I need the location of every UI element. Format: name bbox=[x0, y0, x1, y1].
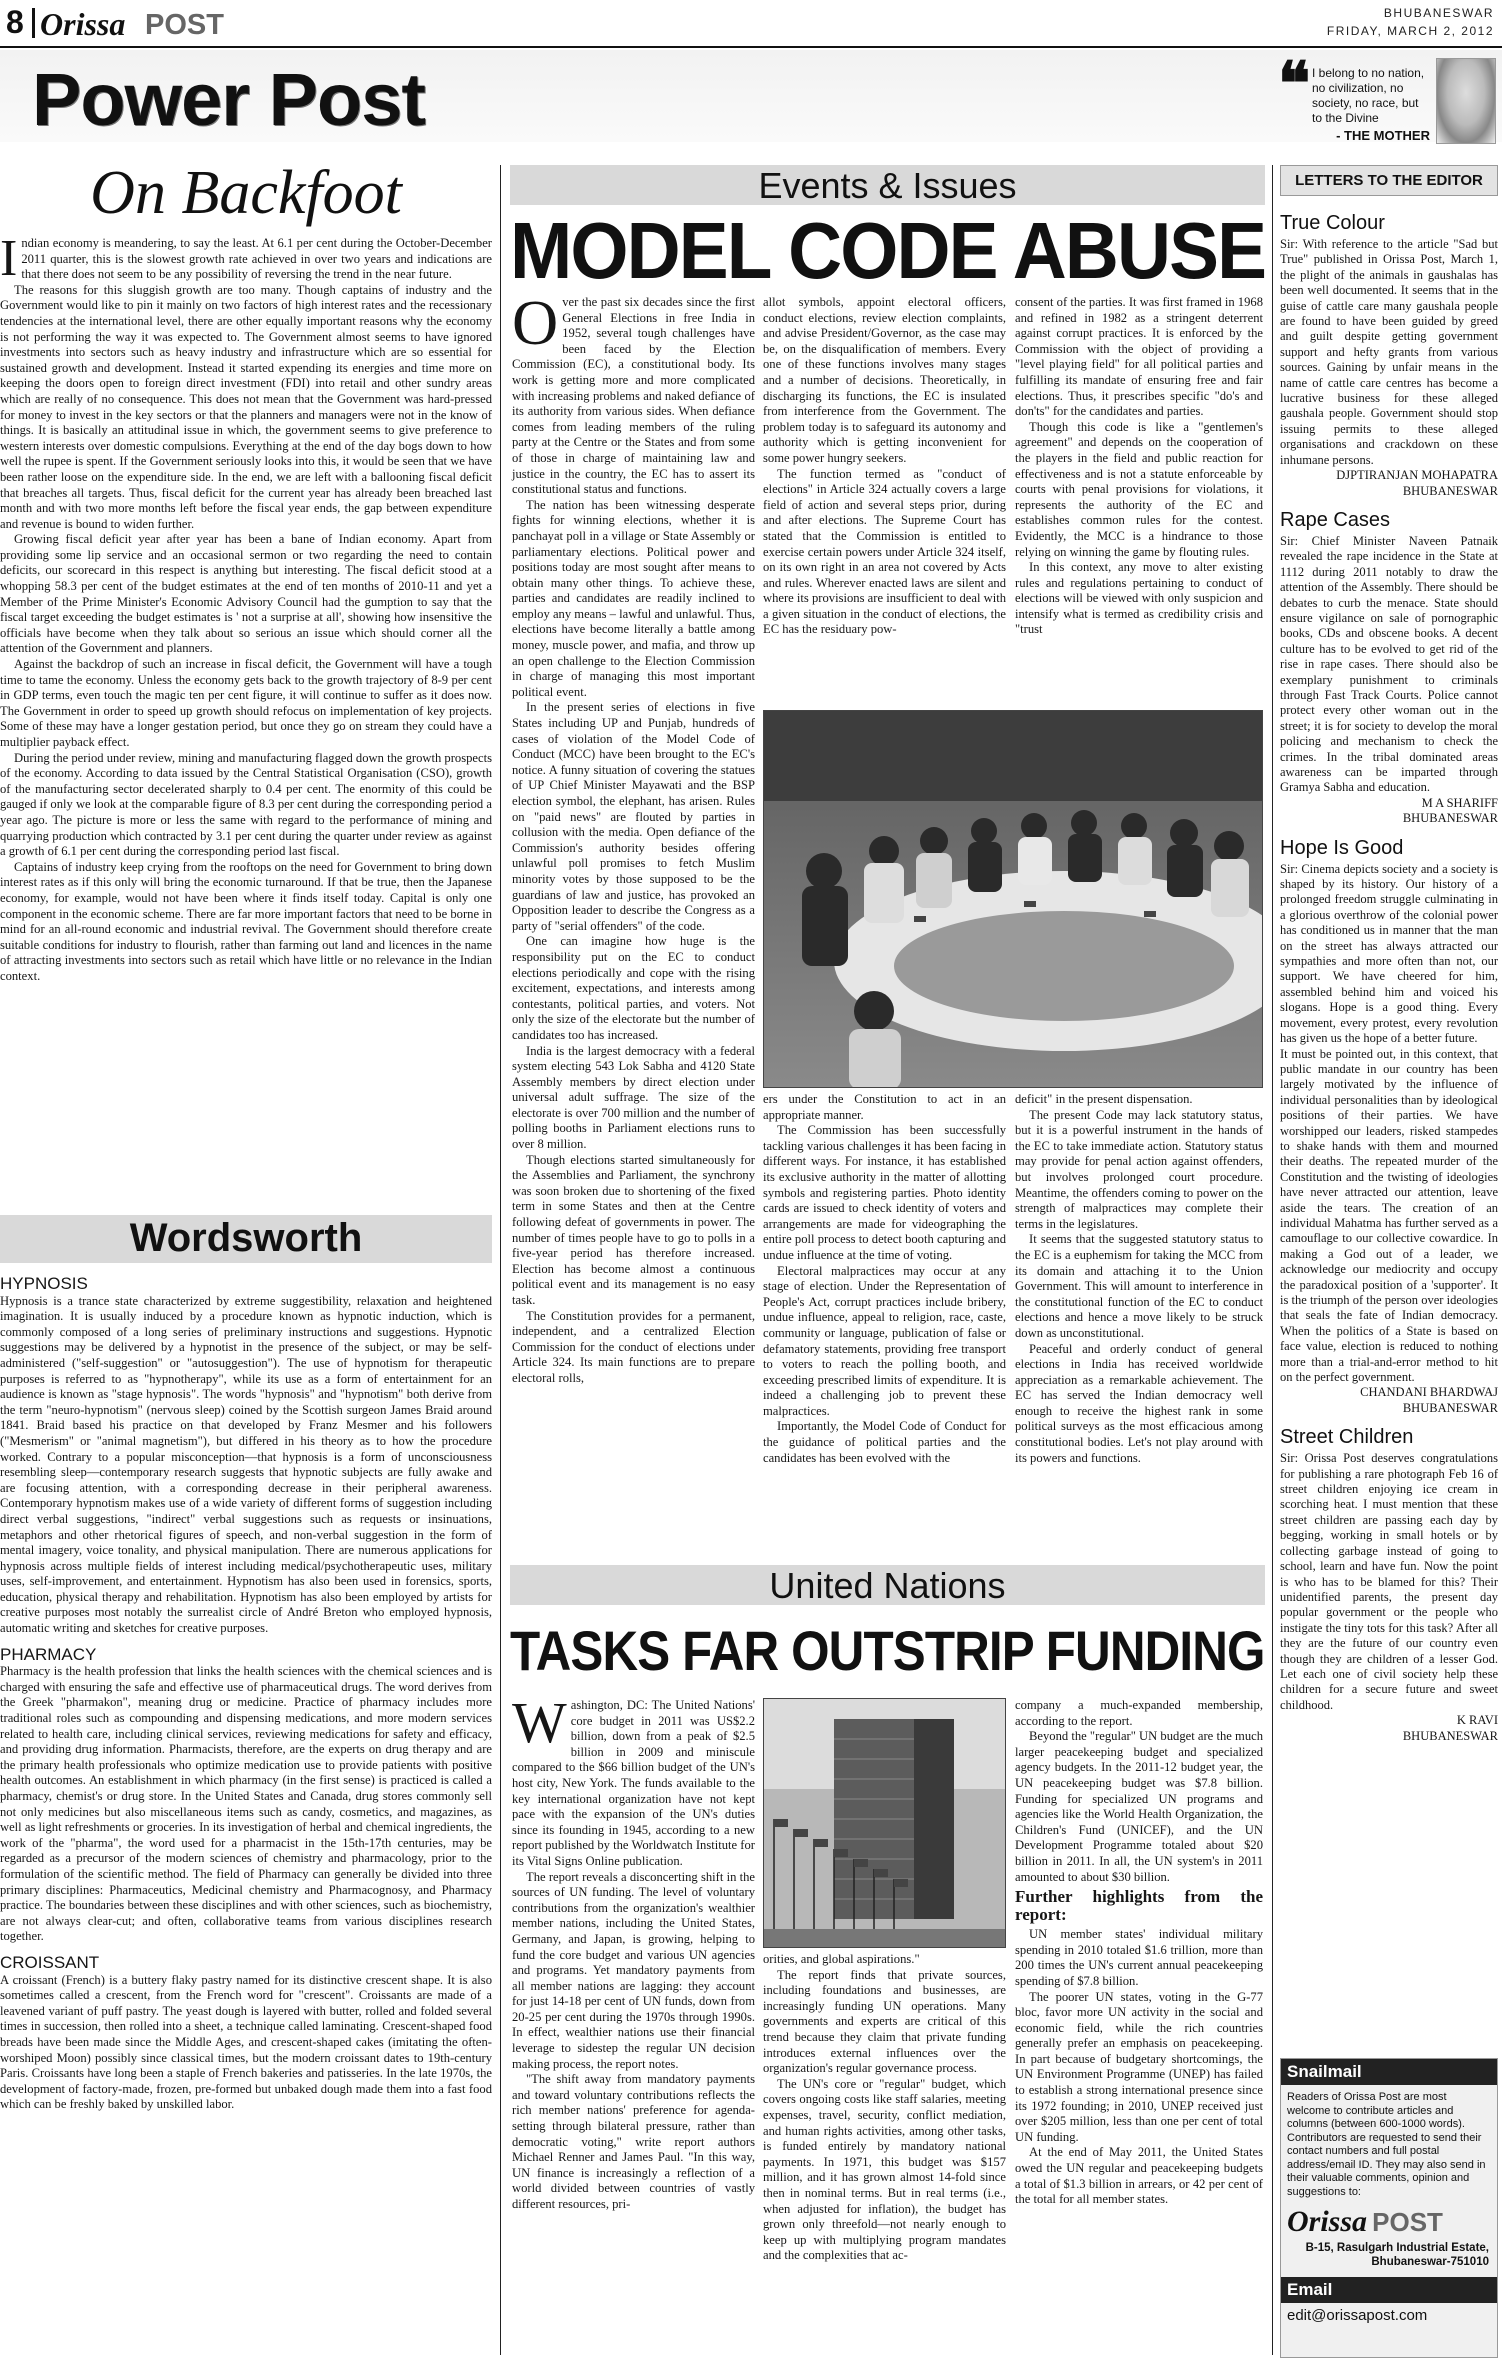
paragraph: Growing fiscal deficit year after year has been a bane of Indian economy. Apart from providing some lip service and an occasional sermon or two regarding the need to contain deficits, our scorecard in this respect is anything but interesting. The fiscal deficit stood at a whopping 58.3 per cent of the budget estimates at the end of ten months of 2010-11 and yet a Member of the Prime Minister's Economic Advisory Council had the gumption to say that the fiscal target exceeding the budget estimates is ' not a surprise at all', showing how insensitive the officials have become when they talk about so serious an issue which should corner all the attention of the Government and planners. bbox=[0, 532, 492, 656]
paragraph: UN member states' individual military spending in 2010 totaled $1.6 trillion, more than 200 times the UN's current annual peacekeeping spending of $7.8 billion. bbox=[1015, 1927, 1263, 1988]
section-head: CROISSANT bbox=[0, 1952, 100, 1972]
quote-icon: ❝ bbox=[1278, 51, 1311, 117]
letter-head: Street Children bbox=[1280, 1426, 1414, 1449]
article-column bbox=[1015, 1698, 1263, 2208]
letter-city: BHUBANESWAR bbox=[1402, 483, 1498, 498]
paragraph: Captains of industry keep crying from the rooftops on the need for Government to bring down interest rates as if this only will bring the economic turnaround. If that be true, then the Japanese economy, for example, would not have been where it finds itself today. Capital is only one component in the economic scheme. There are far more important factors that need to be borne in mind for an all-round economic and industrial revival. The Government should therefore create suitable conditions for industry to flourish, rather than farming out land and licences in the name of attracting investments into sectors such as retail which have little or no relevance in the Indian context. bbox=[0, 859, 492, 983]
paragraph: Against the backdrop of such an increase in fiscal deficit, the Government will have a tough time to tame the economy. Unless the economy gets back to the growth trajectory of 8-9 per cent in GDP terms, even touch the magic ten per cent figure, it will continue to suffer as it does now. The Government in order to speed up growth should refocus on implementation of key projects. Some of these may have a longer gestation period, but once they go on stream they could have a multiplier payback effect. bbox=[0, 657, 492, 749]
paragraph: ndian economy is meandering, to say the least. At 6.1 per cent during the October-December 2011 quarter, this is the slowest growth rate achieved in over two years and indications are that there does not seem to be any possibility of reversing the trend in the near future. bbox=[21, 236, 492, 282]
letter-text: Sir: Chief Minister Naveen Patnaik revealed the rape incidence in the State at 1112 during 2011 notably to draw the attention of the Assembly. There should be debates to curb the menace. State should ensure vigilance on sale of pornographic books, CDs and obscene books. A decent culture has to be evolved to get rid of the rise in rape cases. There should also be exemplary punishment to criminals through Fast Track Courts. Police cannot protect every other woman out in the street; it is for society to develop the moral policing and mechanism to check the crimes. In the tribal dominated areas awareness can be imparted through Gramya Sabha and education. bbox=[1280, 533, 1498, 795]
editorial bbox=[0, 158, 492, 985]
letter-text: Sir: With reference to the article "Sad but True" published in Orissa Post, March 1, the plight of the animals in gaushalas has been well documented. It seems that in the guise of cattle care many gaushala people are found to have been guided by greed and guilt despite getting government support and hefty grants from various sources. Gaining by unfair means in the name of cattle care centres has become a lucrative business for these alleged gaushala people. Government should stop issuing permits to these alleged organisations and crackdown on these inhumane persons. bbox=[1280, 237, 1498, 467]
paragraph: The Constitution provides for a permanent, independent, and a centralized Election Commission for the conduct of elections under Article 324. Its main functions are to prepare electoral rolls, bbox=[512, 1308, 755, 1385]
un-building-photo bbox=[763, 1698, 1006, 1948]
headline: MODEL CODE ABUSE bbox=[510, 206, 1266, 295]
meeting-photo-image bbox=[764, 711, 1263, 1088]
article-column bbox=[512, 1690, 755, 2213]
letter-name: K RAVI bbox=[1456, 1713, 1498, 1728]
dropcap: I bbox=[0, 230, 18, 287]
section-head: HYPNOSIS bbox=[0, 1274, 88, 1293]
letters-body bbox=[1280, 212, 1498, 1744]
letter-name: CHANDANI BHARDWAJ bbox=[1360, 1385, 1498, 1400]
snailmail-box bbox=[1280, 2058, 1498, 2358]
brand-post: POST bbox=[145, 9, 224, 41]
letters-title: LETTERS TO THE EDITOR bbox=[1280, 165, 1498, 196]
letter-name: DJPTIRANJAN MOHAPATRA bbox=[1336, 468, 1498, 483]
paragraph: Peaceful and orderly conduct of general elections in India has received worldwide appreciation as a remarkable achievement. The EC has served the Indian democracy well enough to receive the highest rank in some political surveys as the most efficacious among constitutional bodies. Let's not play around with its powers and functions. bbox=[1015, 1341, 1263, 1465]
paragraph: Electoral malpractices may occur at any stage of election. Under the Representation of People's Act, corrupt practices include bribery, undue influence, appeal to religion, race, caste, community or language, publication of false or defamatory statements, providing free transport to voters to reach the polling booth, and exceeding prescribed limits of expenditure. It is indeed a challenging job to prevent these malpractices. bbox=[763, 1263, 1006, 1418]
paragraph: Though this code is like a "gentlemen's agreement" and depends on the cooperation of the players in the field and public reaction for effectiveness and is not a statute enforceable by courts with penal provisions for violations, it represents the authority of the EC and establishes common rules for the contest. Evidently, the MCC is a hindrance to those relying on winning the game by flouting rules. bbox=[1015, 419, 1263, 559]
letter-text: Sir: Cinema depicts society and a society is shaped by its history. Our history of a prolonged freedom struggle culminating in a glorious overthrow of the colonial power has conditioned us in manner that the man on the street has always attracted our sympathies and more often than not, our support. We have cheered for him, assembled behind him and voiced his slogans. Hope is a good thing. Every movement, every protest, every revolution has given us the hope of a better future. It must be pointed out, in this context, that public mandate in our country has been largely motivated by the influence of individual personalities than by ideological positions of their parties. We have worshipped our leaders, risked stampedes to shake hands with them and mourned their deaths. The repeated murder of the Constitution and the twisting of ideologies have never attracted our attention, leave aside the tears. The creation of an individual Mahatma has further served as a camouflage to our collective cowardice. In making a God out of a leader, we acknowledge our mediocrity and occupy the paradoxical position of a 'supporter'. It is the triumph of the person over ideologies that seals the fate of Indian democracy. When the politics of a State is based on face value, election is reduced to nothing more than a trial-and-error method to hit on the perfect government. bbox=[1280, 861, 1498, 1385]
email-link[interactable]: edit@orissapost.com bbox=[1287, 2307, 1428, 2324]
letters-column bbox=[1280, 165, 1498, 1744]
letter-head: Hope Is Good bbox=[1280, 836, 1404, 859]
paragraph: At the end of May 2011, the United States owed the UN regular and peacekeeping budgets a total of $1.3 billion in arrears, or 42 per cent of the total for all member states. bbox=[1015, 2145, 1263, 2207]
article-column bbox=[512, 287, 755, 1387]
letter-city: BHUBANESWAR bbox=[1402, 1400, 1498, 1415]
editorial-body bbox=[0, 230, 492, 985]
column-rule bbox=[1272, 165, 1273, 2355]
divider bbox=[32, 8, 35, 38]
dropcap: O bbox=[512, 287, 559, 358]
letter-head: Rape Cases bbox=[1280, 508, 1391, 531]
kicker: Events & Issues bbox=[758, 165, 1017, 206]
snailmail-logo bbox=[1281, 2203, 1497, 2241]
wordsworth-body bbox=[0, 1276, 492, 2113]
paragraph: Though elections started simultaneously for the Assemblies and Parliament, the synchrony was soon broken due to shortening of the fixed term in some States and then at the Centre following defeat of governments in power. The number of times people have to go to polls in a five-year period has therefore increased. Election has become almost a continuous political event and its management is no easy task. bbox=[512, 1152, 755, 1307]
paragraph: The reasons for this sluggish growth are too many. Though captains of industry and the Government would like to pin it mainly on two factors of high interest rates and the recessionary tendencies at the international level, there are other equally important reasons why the economy is not performing the way it was expected to. The Government almost seems to have ignored investments into sectors such as heavy industry and infrastructure which are so essential for sustained growth and development. Instead it started expending its energies and time more on keeping the doors open to foreign direct investment (FDI) into retail and other sundry areas which are really of no consequence. This does not mean that the Government was hard-pressed for money to invest in the key sectors or that the planners and managers were not in the know of things. It is basically an attitudinal issue in which, the government seems to give preference to western interests over domestic compulsions. Everything at the end of the day bogs down to how well the rupee is spent. If the Government seriously looks into this, it would be seen that we have been rather loose on the expenditure side. In the end, we are left with a ballooning fiscal deficit that breaches all targets. Thus, fiscal deficit for the current year has already been breached last month and with two more months left before the fiscal year ends, the gap between expenditure and revenue is bound to widen further. bbox=[0, 282, 492, 531]
quote-box bbox=[1312, 66, 1430, 143]
paragraph: During the period under review, mining and manufacturing flagged down the growth prospects of the economy. According to data issued by the Central Statistical Organisation (CSO), growth of the manufacturing sector decelerated sharply to 0.4 per cent. The enormity of this could be gauged if only we look at the comparable figure of 8.3 per cent during the corresponding period a year ago. The picture is more or less the same with regard to the performance of mining and quarrying production which contracted by 3.1 per cent during the quarter under review as against a growth of 6.1 per cent during the corresponding period last fiscal. bbox=[0, 750, 492, 859]
quote-author: - THE MOTHER bbox=[1336, 128, 1430, 143]
letter-city: BHUBANESWAR bbox=[1402, 1728, 1498, 1743]
paragraph: allot symbols, appoint electoral officers, conduct elections, review election complaints, and advise President/Governor, as the case may be, on the disqualification of members. Every one of these functions involves many stages and a number of decisions. Theoretically, in discharging its functions, the EC is insulated from interference from the Government. The problem today is to safeguard its autonomy and authority which is getting inconvenient for some power hungry seekers. bbox=[763, 295, 1006, 465]
paragraph: The nation has been witnessing desperate fights for winning elections, whether it is panchayat poll in a village or State Assembly or parliamentary elections. Political power and positions today are most sought after means to obtain many other things. To achieve these, parties and candidates are readily inclined to employ any means – lawful and unlawful. Thus, elections have become literally a battle among money, muscle power, and mafia, and throw up an open challenge to the Election Commission in charge of managing this most important political event. bbox=[512, 497, 755, 699]
paragraph: The function termed as "conduct of elections" in Article 324 actually covers a large field of action and several steps prior, during and after elections. The Supreme Court has stated that the Commission is entitled to exercise certain powers under Article 324 itself, on its own right in an area not covered by Acts and rules. Wherever enacted laws are silent and where its provisions are insufficient to deal with a given situation in the conduct of elections, the EC has the residuary pow- bbox=[763, 466, 1006, 637]
snailmail-brand-post: POST bbox=[1372, 2207, 1443, 2237]
un-building-image bbox=[764, 1699, 1006, 1948]
paragraph: ers under the Constitution to act in an appropriate manner. bbox=[763, 1092, 1006, 1122]
article-column bbox=[1015, 295, 1263, 638]
city: BHUBANESWAR bbox=[1383, 6, 1494, 20]
subhead: Further highlights from the report: bbox=[1015, 1887, 1263, 1925]
snailmail-address bbox=[1281, 2241, 1497, 2269]
article-column bbox=[763, 295, 1006, 638]
paragraph: The present Code may lack statutory status, but it is a powerful instrument in the hands of the EC to take immediate action. Statutory status may provide for penal action against offenders, but involves prolonged court procedure. Meantime, the offenders coming to power on the strength of malpractices may complete their terms in the legislatures. bbox=[1015, 1107, 1263, 1231]
section-head: PHARMACY bbox=[0, 1644, 97, 1664]
kicker: United Nations bbox=[769, 1565, 1006, 1606]
paragraph: One can imagine how huge is the responsibility put on the EC to conduct elections periodically and cope with the rising excitement, expectations, and interests among contestants, political parties, and voters. Not only the size of the electorate but the number of candidates too has increased. bbox=[512, 934, 755, 1042]
article-column bbox=[763, 1952, 1006, 2264]
letter-name: M A SHARIFF bbox=[1421, 795, 1498, 810]
paragraph: The Commission has been successfully tackling various challenges it has been facing in different ways. For instance, it has established its exclusive authority in the matter of allotting symbols and registering parties. Photo identity cards are issued to check identity of voters and arrangements are made for videographing the entire poll process to detect booth capturing and undue influence at the time of voting. bbox=[763, 1123, 1006, 1262]
section-text: Pharmacy is the health profession that links the health sciences with the chemical sciences and is charged with ensuring the safe and effective use of pharmaceutical drugs. The word derives from the Greek "pharmakon", meaning drug or medicine. Practice of pharmacy includes more traditional roles such as compounding and dispensing medications, and more modern services related to health care, including clinical services, reviewing medications for safety and efficacy, and providing drug information. Pharmacists, therefore, are the experts on drug therapy and are the primary health professionals who optimize medication use to provide patients with positive health outcomes. An establishment in which pharmacy (in the first sense) is practiced is called a pharmacy, chemist's or drug store. In the United States and Canada, drug stores commonly sell not only medicines but also miscellaneous items such as candy, cosmetics, and magazines, as well as light refreshments or groceries. In its investigation of herbal and chemical ingredients, the work of the "pharma", the word used for a pharmacist in the 15th-17th centuries, may be regarded as a precursor of the modern sciences of chemistry and pharmacology, prior to the formulation of the scientific method. The field of Pharmacy can generally be divided into three primary disciplines: Pharmaceutics, Medicinal chemistry and Pharmacognosy, and Pharmacy practice. The boundaries between these disciplines and with other sciences, such as biochemistry, are not always clear-cut; and often, collaborative teams from various disciplines research together. bbox=[0, 1664, 492, 1944]
paragraph: The report reveals a disconcerting shift in the sources of UN funding. The level of voluntary contributions from the organization's wealthier member nations, including the United States, Germany, and Japan, is growing, helping to fund the core budget and various UN agencies and programs. Yet mandatory payments from all member nations are lagging: they account for just 14-18 per cent of UN funds, down from 20-25 per cent during the 1970s through 1990s. In effect, wealthier nations use their financial leverage to sidestep the regular UN decision making process, the report notes. bbox=[512, 1869, 755, 2071]
paragraph: Beyond the "regular" UN budget are the much larger peacekeeping budget and specialized agency budgets. In the 2011-12 budget year, the UN peacekeeping budget was $7.8 billion. Funding for specialized UN programs and agencies like the World Health Organization, the Children's Fund (UNICEF), and the UN Development Programme totaled about $20 billion in 2011. In all, the UN system's in 2011 amounted to about $30 billion. bbox=[1015, 1729, 1263, 1884]
letter-text: Sir: Orissa Post deserves congratulations for publishing a rare photograph Feb 16 of street children enjoying ice cream in scorching heat. I must mention that these street children are passing each day by begging, working in small hotels or by collecting garbage instead of going to school, learn and have fun. Now the point is who has to be blamed for this? Their unidentified parents, the present day popular government or the people who instigate the tiny tots for this task? After all they are the future of our country even though they are children of a lesser God. Let each one of civil society help these children for a secure future and sweet childhood. bbox=[1280, 1451, 1498, 1712]
snailmail-title: Snailmail bbox=[1281, 2059, 1497, 2085]
article-column bbox=[1015, 1092, 1263, 1466]
quote-text: I belong to no nation, no civilization, no society, no race, but to the Divine bbox=[1312, 66, 1425, 125]
editorial-title: On Backfoot bbox=[90, 159, 402, 227]
paragraph: deficit" in the present dispensation. bbox=[1015, 1092, 1193, 1106]
address-line: Bhubaneswar-751010 bbox=[1371, 2256, 1489, 2268]
paragraph: India is the largest democracy with a federal system electing 543 Lok Sabha and 4120 State Assembly members by direct election under universal adult suffrage. The size of the electorate is over 700 million and the number of polling booths in Parliament elections runs to over 8 million. bbox=[512, 1043, 755, 1152]
paragraph: Importantly, the Model Code of Conduct for the guidance of political parties and the candidates has been evolved with the bbox=[763, 1419, 1006, 1465]
letter-head: True Colour bbox=[1280, 212, 1385, 234]
snailmail-text: Readers of Orissa Post are most welcome to contribute articles and columns (between 600-1000 words). Contributors are requested to send their contact numbers and full postal address/email ID. They may also send in their valuable comments, opinion and suggestions to: bbox=[1287, 2091, 1486, 2198]
page-number: 8 bbox=[6, 4, 24, 40]
top-rule bbox=[0, 46, 1502, 48]
column-rule bbox=[500, 165, 501, 2355]
paragraph: ver the past six decades since the first General Elections in free India in 1952, several tough challenges have been faced by the Election Commission (EC), a constitutional body. Its work is getting more and more complicated with increasing problems and naked defiance of its authority from various sides. When defiance comes from leading members of the ruling party at the Centre or the States and from some of those in charge of maintaining law and justice in the country, the EC has to assert its constitutional status and functions. bbox=[512, 295, 755, 497]
wordsworth-title: Wordsworth bbox=[129, 1216, 363, 1260]
article-column bbox=[763, 1092, 1006, 1466]
paragraph: consent of the parties. It was first framed in 1968 and refined in 1982 as a stringent deterrent against corrupt practices. It is enforced by the Commission with the object of providing a "level playing field" for all political parties and fulfilling its mandate of ensuring free and fair elections. Thus, it prescribes specific "do's and don'ts" for the candidates and parties. bbox=[1015, 295, 1263, 419]
brand-name: Orissa bbox=[40, 6, 126, 42]
masthead bbox=[0, 0, 1502, 46]
paragraph: The report finds that private sources, including foundations and businesses, are increasingly funding UN operations. Many governments and experts are critical of this trend because they claim that private funding introduces external influences over the organization's regular governance process. bbox=[763, 1967, 1006, 2076]
letter-city: BHUBANESWAR bbox=[1402, 811, 1498, 826]
date: FRIDAY, MARCH 2, 2012 bbox=[1326, 24, 1494, 38]
paragraph: It seems that the suggested statutory status to the EC is a euphemism for taking the MCC from its domain and attaching it to the Union Government. This will amount to interference in the constitutional function of the EC to conduct elections and hence a move likely to be struck down as unconstitutional. bbox=[1015, 1232, 1263, 1340]
paragraph: The poorer UN states, voting in the G-77 bloc, favor more UN activity in the social and economic field, while the rich countries generally prefer an emphasis on peacekeeping. In part because of budgetary shortcomings, the UN Environment Programme (UNEP) has failed to establish a strong international presence since its 1972 founding; in 2010, UNEP received just over $205 million, less than one per cent of total UN funding. bbox=[1015, 1989, 1263, 2144]
paragraph: ashington, DC: The United Nations' core budget in 2011 was US$2.2 billion, down from a peak of $2.5 billion in 2009 and miniscule compared to the $66 billion budget of the UN's host city, New York. The funds available to the key international organization have not kept pace with the expansion of the UN's duties since its founding in 1945, according to a new report published by the Worldwatch Institute for its Vital Signs Online publication. bbox=[512, 1698, 755, 1868]
dateline bbox=[1327, 4, 1494, 40]
dropcap: W bbox=[512, 1690, 567, 1755]
meeting-photo bbox=[763, 710, 1263, 1088]
section-title: Power Post bbox=[32, 58, 425, 141]
section-text: A croissant (French) is a buttery flaky pastry named for its distinctive crescent shape. It is also sometimes called a crescent, from the French word for "crescent". Croissants are made of a leavened variant of puff pastry. The yeast dough is layered with butter, rolled and folded several times in succession, then rolled into a sheet, a technique called laminating. Crescent-shaped food breads have been made since the Middle Ages, and crescent-shaped cakes (imitating the often-worshiped Moon) possibly since classical times, but the modern croissant dates to 19th-century Paris. Croissants have long been a staple of French bakeries and patisseries. In the late 1970s, the development of factory-made, frozen, pre-formed but unbaked dough made them into a fast food which can be freshly baked by unskilled labor. bbox=[0, 1972, 492, 2112]
paragraph: orities, and global aspirations." bbox=[763, 1952, 920, 1966]
paragraph: In the present series of elections in five States including UP and Punjab, hundreds of cases of violation of the Model Code of Conduct (MCC) have been brought to the EC's notice. A funny situation of covering the statues of UP Chief Minister Mayawati and the BSP election symbol, the elephant, has arisen. Rules on "paid news" are flouted by parties in collusion with the media. Open defiance of the Commission's authority besides offering unlawful poll promises to fetch Muslim minority votes by those supposed to be the guardians of law and justice, has provoked an Opposition leader to describe the Congress as a party of "serial offenders" of the code. bbox=[512, 700, 755, 933]
section-text: Hypnosis is a trance state characterized by extreme suggestibility, relaxation and heightened imagination. It is usually induced by a procedure known as hypnotic induction, which is commonly composed of a long series of preliminary instructions and suggestions. Hypnotic suggestions may be delivered by a hypnotist in the presence of the subject, or may be self-administered ("self-suggestion" or "autosuggestion"). The use of hypnotism for therapeutic purposes is referred to as "hypnotherapy", while its use as a form of entertainment for an audience is known as "stage hypnosis". The words "hypnosis" and "hypnotism" both derive from the term "neuro-hypnotism" (nervous sleep) coined by the Scottish surgeon James Braid around 1841. Braid based his practice on that developed by Franz Mesmer and his followers ("Mesmerism" or "animal magnetism"), but differed in his theory as to how the procedure worked. Contrary to a popular misconception—that hypnosis is a form of unconsciousness resembling sleep—contemporary research suggests that hypnotic subjects are fully awake and are focusing attention, with a corresponding decrease in their peripheral awareness. Contemporary hypnotism makes use of a wide variety of different forms of suggestion including direct verbal suggestions, "indirect" verbal suggestions such as requests or insinuations, metaphors and other rhetorical figures of speech, and non-verbal suggestion in the form of mental imagery, voice tonality, and physical manipulation. There are numerous applications for hypnosis across multiple fields of interest including medical/psychotherapeutic uses, military uses, self-improvement, and entertainment. Hypnotism has also been used in forensics, sports, education, physical therapy and rehabilitation. Hypnotism has also been employed by artists for creative purposes most notably the surrealist circle of André Breton who employed hypnosis, automatic writing and sketches for creative purposes. bbox=[0, 1293, 492, 1636]
headline: TASKS FAR OUTSTRIP FUNDING bbox=[510, 1619, 1265, 1682]
paragraph: company a much-expanded membership, according to the report. bbox=[1015, 1698, 1263, 1728]
portrait-photo bbox=[1436, 58, 1496, 144]
paragraph: "The shift away from mandatory payments and toward voluntary contributions reflects the rich member nations' preference for agenda-setting through bilateral pressure, rather than democratic voting," write report authors Michael Renner and James Paul. "In this way, UN finance is increasingly a reflection of a world divided between countries of vastly different resources, pri- bbox=[512, 2072, 755, 2211]
snailmail-brand: Orissa bbox=[1287, 2205, 1368, 2238]
email-title: Email bbox=[1281, 2277, 1497, 2303]
address-line: B-15, Rasulgarh Industrial Estate, bbox=[1305, 2242, 1489, 2254]
paragraph: In this context, any move to alter existing rules and regulations pertaining to conduct of elections will be viewed with only suspicion and intensify what is termed as credibility crisis and "trust bbox=[1015, 560, 1263, 637]
paragraph: The UN's core or "regular" budget, which covers ongoing costs like staff salaries, meeting expenses, travel, security, conflict mediation, and human rights activities, among other tasks, is funded entirely by mandatory national payments. In 1971, this budget was $157 million, and it has grown almost 14-fold since then in nominal terms. But in real terms (i.e., when adjusted for inflation), the budget has grown only threefold—not nearly enough to keep up with multiplying program mandates and the complexities that ac- bbox=[763, 2076, 1006, 2263]
